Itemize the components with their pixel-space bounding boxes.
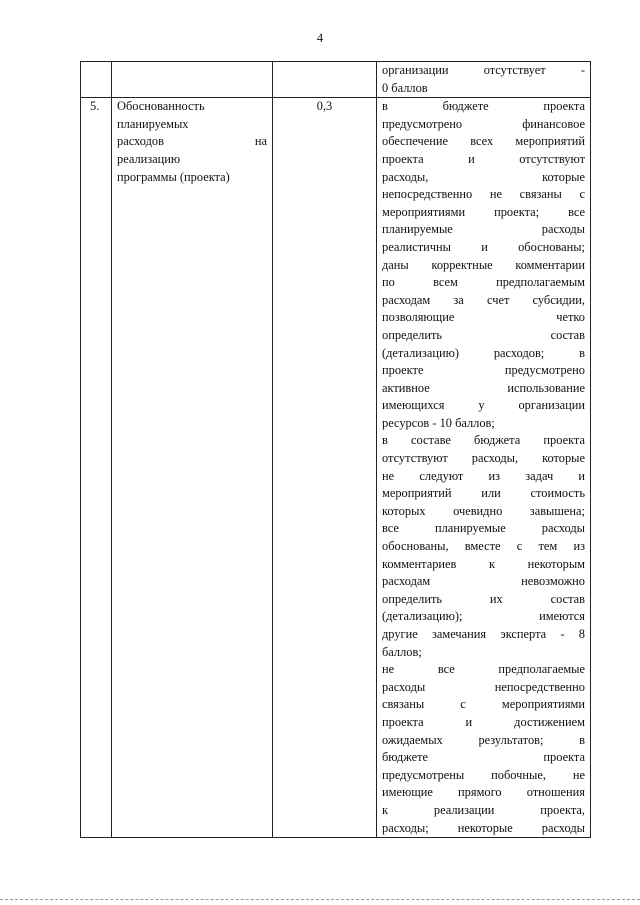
criterion-description-line: проекта и отсутствуют <box>382 151 585 166</box>
criterion-name-line: программы (проекта) <box>117 169 230 184</box>
criterion-number: 5. <box>90 99 100 114</box>
criterion-description-line: которых очевидно завышена; <box>382 503 585 518</box>
criterion-description-line: бюджете проекта <box>382 750 585 765</box>
criterion-description-line: проекте предусмотрено <box>382 363 585 378</box>
criterion-weight-cell <box>273 98 377 838</box>
continuation-text-line: 0 баллов <box>382 80 428 95</box>
criterion-name-line: Обоснованность <box>117 99 205 114</box>
continuation-text-line: организации отсутствует - <box>382 63 585 77</box>
criterion-description-line: другие замечания эксперта - 8 <box>382 627 585 641</box>
continuation-row <box>81 62 591 98</box>
criterion-description-line: имеющихся у организации <box>382 398 585 413</box>
criterion-description-line: (детализацию); имеются <box>382 609 585 624</box>
weight-cell-empty <box>273 62 377 98</box>
criterion-description-line: предусмотрено финансовое <box>382 116 585 131</box>
criterion-description-line: к реализации проекта, <box>382 802 585 817</box>
criterion-description-line: расходам за счет субсидии, <box>382 292 585 307</box>
criterion-description <box>377 98 590 837</box>
criterion-description-line: позволяющие четко <box>382 310 585 325</box>
criterion-description-line: расходам невозможно <box>382 574 585 589</box>
criterion-description-line: расходы, которые <box>382 169 585 184</box>
criterion-description-line: ожидаемых результатов; в <box>382 732 585 747</box>
continuation-desc-cell <box>377 62 591 98</box>
criterion-description-line: активное использование <box>382 380 585 395</box>
criteria-table <box>80 61 591 838</box>
criterion-description-line: связаны с мероприятиями <box>382 697 585 712</box>
criterion-description-line: (детализацию) расходов; в <box>382 345 585 360</box>
criterion-name-line: расходов на <box>117 134 267 149</box>
criterion-number-cell <box>81 98 112 838</box>
criterion-description-line: даны корректные комментарии <box>382 257 585 272</box>
criterion-description-line: в бюджете проекта <box>382 99 585 114</box>
criterion-description-line: в составе бюджета проекта <box>382 433 585 448</box>
num-cell-empty <box>81 62 112 98</box>
criterion-description-line: баллов; <box>382 644 422 659</box>
criterion-description-cell <box>377 98 591 838</box>
criterion-description-line: непосредственно не связаны с <box>382 187 585 202</box>
criterion-description-line: определить состав <box>382 327 585 342</box>
criterion-name-cell <box>112 98 273 838</box>
criterion-description-line: реалистичны и обоснованы; <box>382 239 585 254</box>
criterion-description-line: предусмотрены побочные, не <box>382 767 585 782</box>
page-number: 4 <box>316 31 324 45</box>
criterion-description-line: обоснованы, вместе с тем из <box>382 539 585 554</box>
criterion-description-line: обеспечение всех мероприятий <box>382 134 585 149</box>
criterion-row-5 <box>81 98 591 838</box>
criterion-description-line: отсутствуют расходы, которые <box>382 451 585 466</box>
criterion-description-line: определить их состав <box>382 591 585 606</box>
criterion-description-line: мероприятиями проекта; все <box>382 204 585 219</box>
criterion-weight: 0,3 <box>316 99 333 114</box>
criterion-description-line: имеющие прямого отношения <box>382 785 585 800</box>
criterion-description-line: мероприятий или стоимость <box>382 486 585 501</box>
criterion-description-line: по всем предполагаемым <box>382 275 585 290</box>
criterion-description-line: расходы непосредственно <box>382 679 585 694</box>
criterion-description-line: комментариев к некоторым <box>382 556 585 571</box>
criterion-description-line: не следуют из задач и <box>382 468 585 483</box>
criterion-name-line: планируемых <box>117 116 189 131</box>
criterion-description-line: не все предполагаемые <box>382 662 585 677</box>
name-cell-empty <box>112 62 273 98</box>
continuation-text <box>377 62 590 97</box>
criterion-name-line: реализацию <box>117 151 181 166</box>
criterion-description-line: все планируемые расходы <box>382 521 585 536</box>
criterion-description-line: расходы; некоторые расходы <box>382 820 585 835</box>
criterion-description-line: проекта и достижением <box>382 714 585 729</box>
scan-bottom-edge <box>0 899 640 900</box>
criterion-name <box>112 98 272 186</box>
criterion-description-line: ресурсов - 10 баллов; <box>382 415 495 430</box>
criterion-description-line: планируемые расходы <box>382 222 585 237</box>
